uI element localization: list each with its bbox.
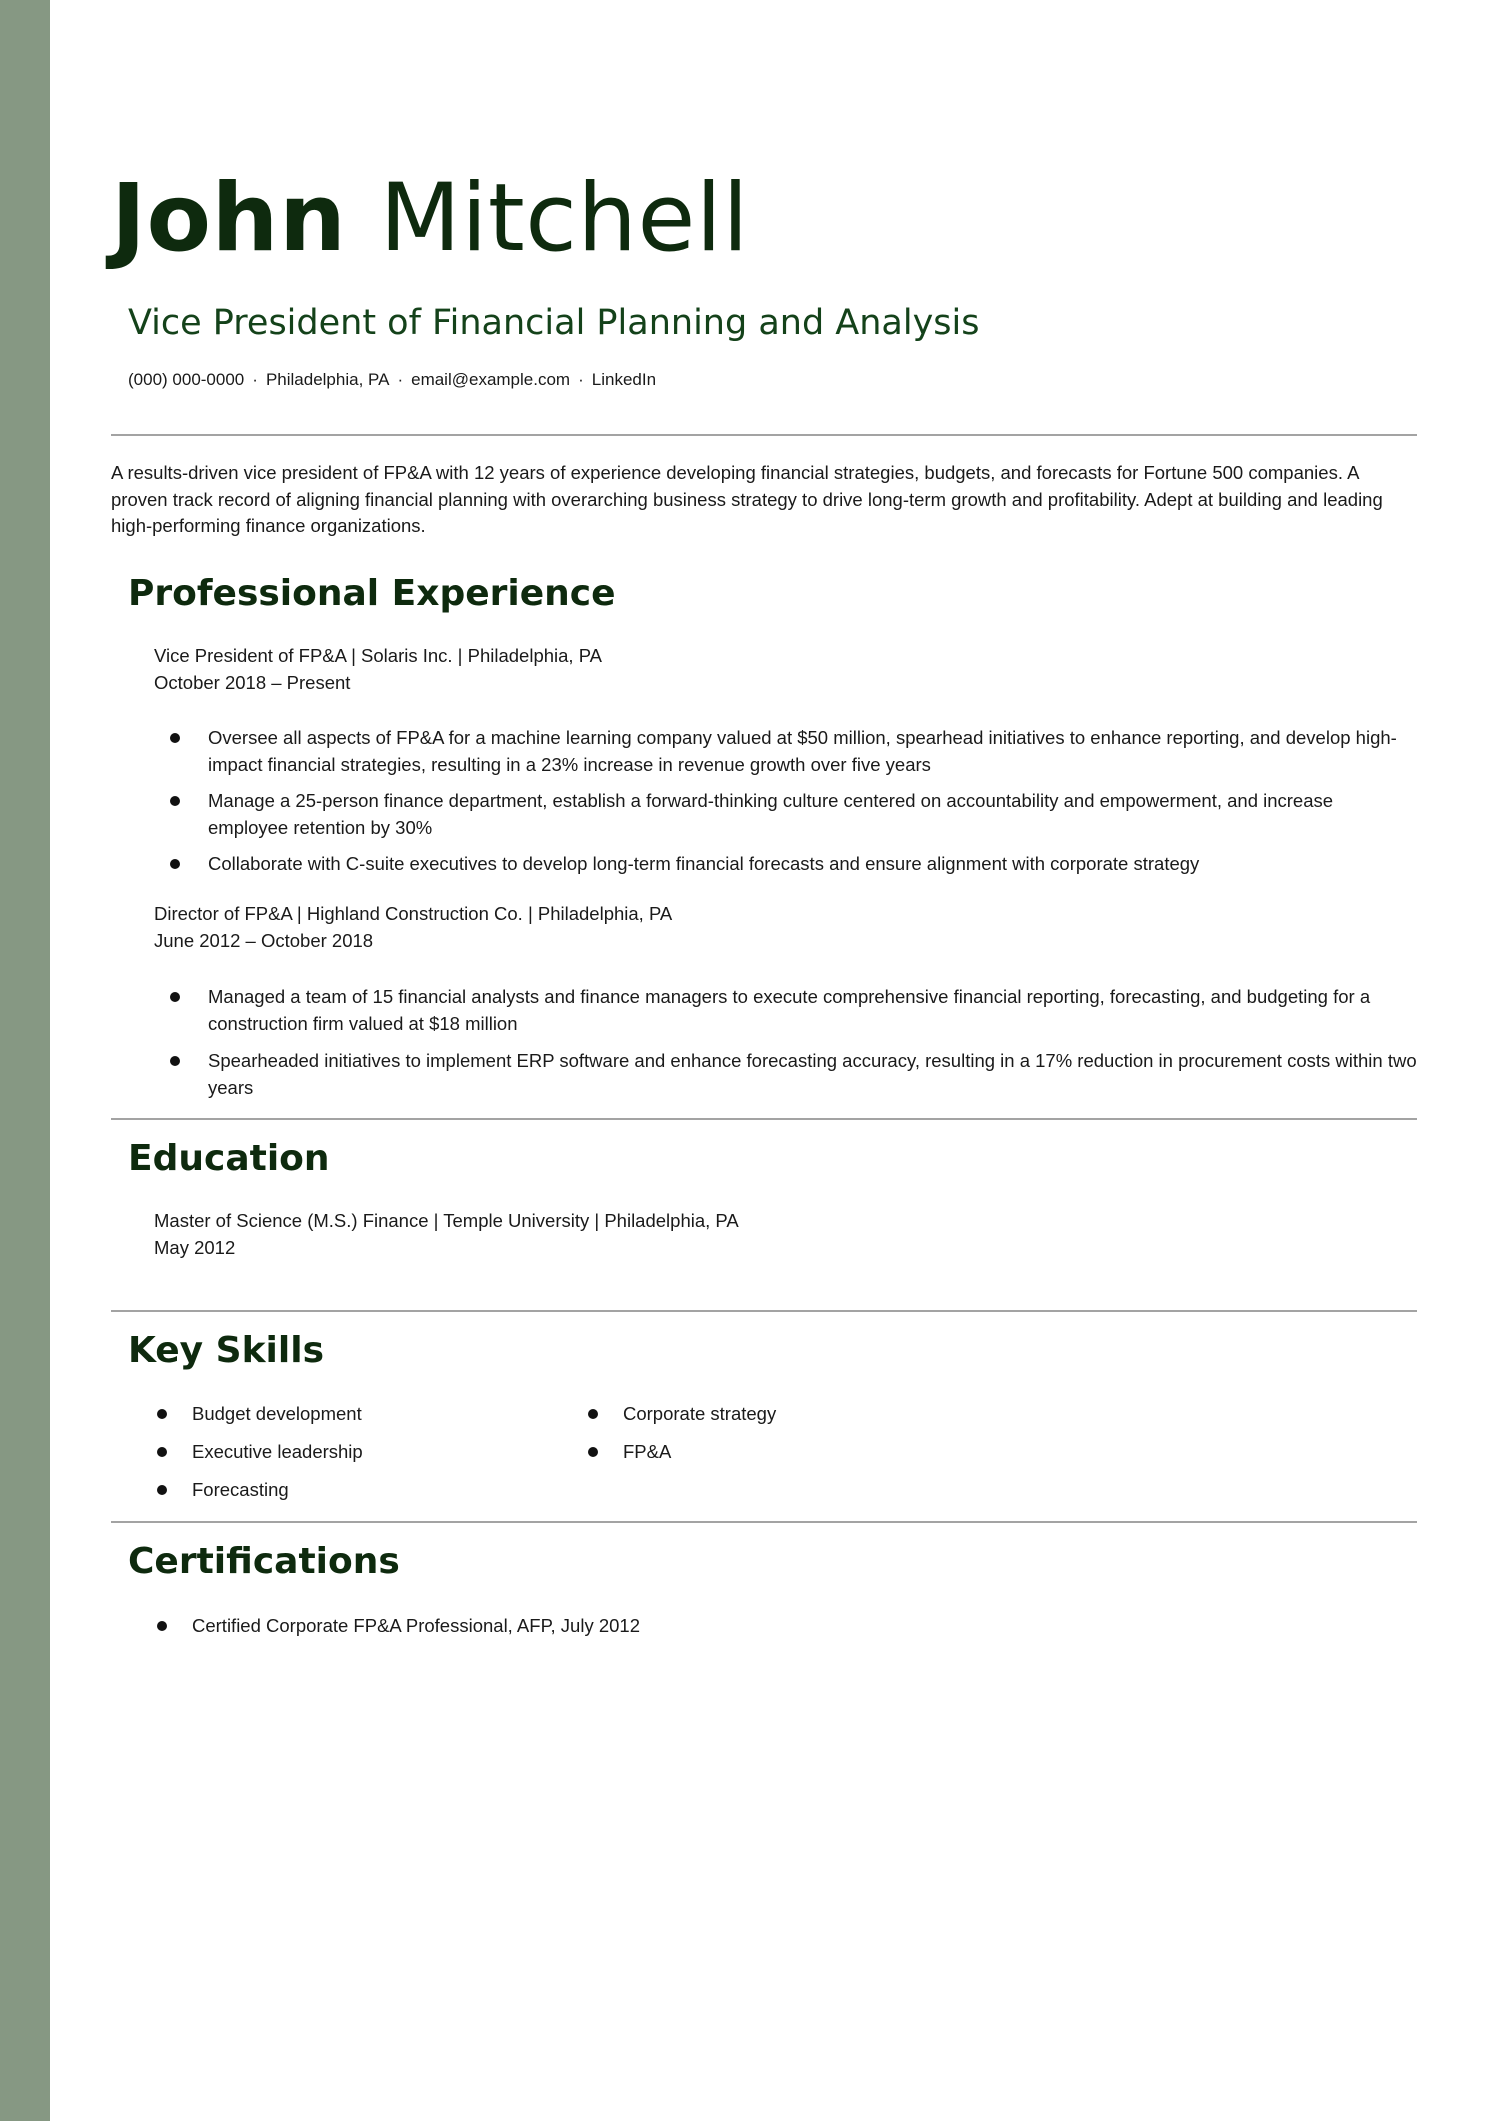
contact-separator: · [578, 370, 584, 389]
list-item: Certified Corporate FP&A Professional, AFP, July 2012 [154, 1613, 640, 1651]
bullet-icon [157, 1621, 167, 1631]
bullet-icon [170, 992, 180, 1002]
degree: Master of Science (M.S.) Finance | Temple University | Philadelphia, PA [154, 1210, 739, 1231]
skills-list-right [585, 1401, 776, 1477]
bullet-icon [170, 796, 180, 806]
list-item: Manage a 25-person finance department, establish a forward-thinking culture centered on accountability and empowerment, and increase employee retention by 30% [154, 788, 1417, 841]
summary-paragraph: A results-driven vice president of FP&A with 12 years of experience developing financial strategies, budgets, and forecasts for Fortune 500 companies. A proven track record of aligning financial planning with overarching business strategy to drive long-term growth and profitability. Adept at building and leading high-performing finance organizations. [111, 462, 1383, 536]
job-entry-2-bullets [154, 984, 1417, 1101]
divider [111, 1521, 1417, 1523]
list-item: Managed a team of 15 financial analysts and finance managers to execute comprehensive financial reporting, forecasting, and budgeting for a construction firm valued at $18 million [154, 984, 1417, 1037]
section-title-education: Education [128, 1138, 330, 1179]
contact-separator: · [252, 370, 258, 389]
last-name: Mitchell [379, 164, 750, 273]
bullet-icon [157, 1447, 167, 1457]
section-title-skills: Key Skills [128, 1330, 324, 1371]
bullet-icon [588, 1447, 598, 1457]
graduation-date: May 2012 [154, 1236, 236, 1258]
first-name: John [111, 164, 347, 273]
certifications-list [154, 1613, 640, 1651]
bullet-icon [170, 733, 180, 743]
list-item: FP&A [585, 1439, 776, 1477]
bullet-icon [157, 1409, 167, 1419]
list-item: Forecasting [154, 1477, 363, 1515]
list-item: Spearheaded initiatives to implement ERP software and enhance forecasting accuracy, resulting in a 17% reduction in procurement costs within two years [154, 1048, 1417, 1101]
skills-list-left [154, 1401, 363, 1515]
job-title-company: Vice President of FP&A | Solaris Inc. | Philadelphia, PA [154, 645, 603, 666]
list-item: Executive leadership [154, 1439, 363, 1477]
job-entry-1-bullets [154, 725, 1417, 878]
email-link[interactable]: email@example.com [411, 370, 571, 389]
list-item: Corporate strategy [585, 1401, 776, 1439]
list-item: Collaborate with C-suite executives to develop long-term financial forecasts and ensure alignment with corporate strategy [154, 851, 1417, 878]
candidate-name [111, 164, 750, 273]
job-entry-2-header [154, 901, 672, 954]
job-dates: June 2012 – October 2018 [154, 929, 374, 951]
bullet-icon [170, 859, 180, 869]
divider [111, 434, 1417, 436]
education-entry [154, 1208, 739, 1261]
list-item: Oversee all aspects of FP&A for a machine learning company valued at $50 million, spearhead initiatives to enhance reporting, and develop high-impact financial strategies, resulting in a 23% increase in revenue growth over five years [154, 725, 1417, 778]
divider [111, 1118, 1417, 1120]
phone: (000) 000-0000 [128, 370, 245, 389]
job-dates: October 2018 – Present [154, 671, 351, 693]
job-title: Vice President of Financial Planning and Analysis [128, 303, 980, 343]
job-title-company: Director of FP&A | Highland Construction Co. | Philadelphia, PA [154, 903, 673, 924]
contact-separator: · [397, 370, 404, 389]
bullet-icon [170, 1056, 180, 1066]
side-accent-stripe [0, 0, 50, 2121]
location: Philadelphia, PA [265, 370, 390, 389]
section-title-certifications: Certifications [128, 1541, 400, 1582]
job-entry-1-header [154, 643, 602, 696]
linkedin-link[interactable]: LinkedIn [591, 370, 657, 389]
section-title-experience: Professional Experience [128, 573, 616, 614]
divider [111, 1310, 1417, 1312]
contact-line [128, 370, 656, 390]
bullet-icon [588, 1409, 598, 1419]
list-item: Budget development [154, 1401, 363, 1439]
bullet-icon [157, 1485, 167, 1495]
